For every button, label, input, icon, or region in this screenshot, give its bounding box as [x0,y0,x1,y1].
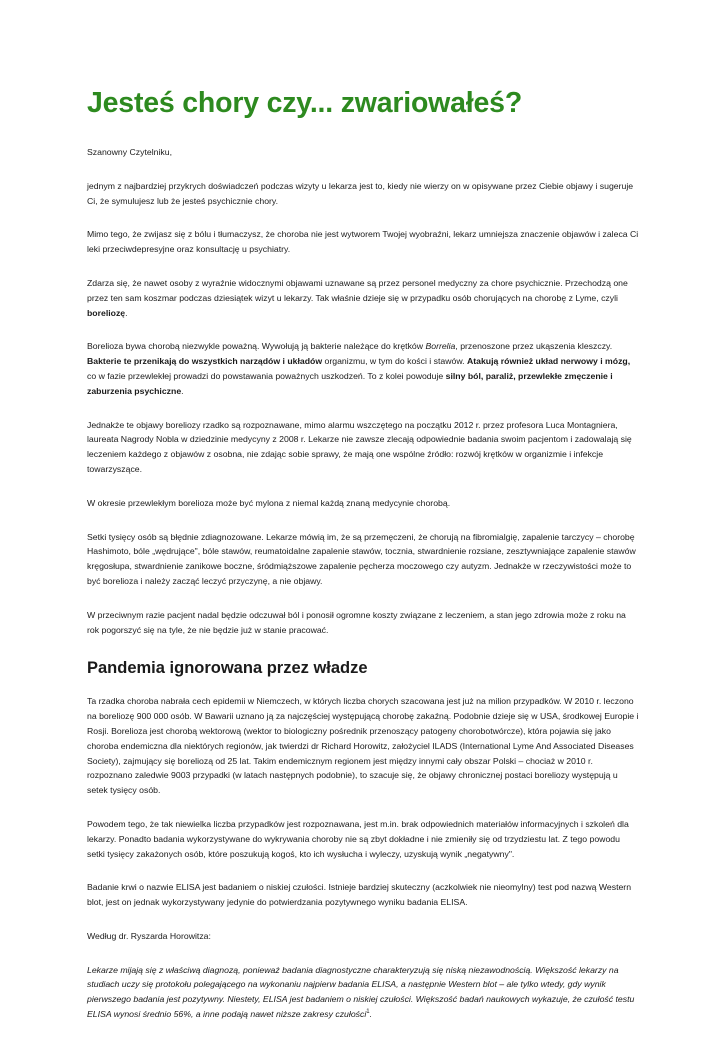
bold-text: Atakują również układ nerwowy i mózg, [466,356,631,367]
paragraph: Ta rzadka choroba nabrała cech epidemii w Niemczech, w których liczba chorych szacowana jest już na milion przypadków. W 2010 r. leczono na boreliozę 900 000 osób. W Bawarii uznano ją za najczęściej występującą chorobę zakaźną. Podobnie dzieje się w USA, środkowej Europie i Rosji. Borelioza jest chorobą wektorową (wektor to biologiczny pośrednik przenoszący patogeny chorobotwórcze), która pojawia się jako choroba endemiczna dla niektórych regionów, jak twierdzi dr Richard Horowitz, założyciel ILADS (International Lyme And Associated Diseases Society), zajmujący się boreliozą od 25 lat. Takim endemicznym regionem jest między innymi cały obszar Polski – chociaż w 2010 r. rozpoznano zaledwie 9003 przypadki (w latach następnych podobnie), to szacuje się, że objawy chronicznej postaci boreliozy występują u setek tysięcy osób. [87,696,639,796]
text-span: . [181,385,184,396]
paragraph: jednym z najbardziej przykrych doświadczeń podczas wizyty u lekarza jest to, kiedy nie wierzy on w opisywane przez Ciebie objawy i sugeruje Ci, że symulujesz lub że jesteś psychicznie chory. [87,180,634,206]
quote-text: Lekarze mijają się z właściwą diagnozą, ponieważ badania diagnostyczne charakteryzują się niską niezawodnością. Większość lekarzy na studiach uczy się protokołu polegającego na wykonaniu najpierw badania ELISA, a następnie Western blot – ale tylko wtedy, gdy wynik pierwszego badania jest pozytywny. Niestety, ELISA jest badaniem o niskiej czułości. Większość badań naukowych wykazuje, że czułość testu ELISA wynosi średnio 56%, a inne podają nawet niższe zakresy czułości [87,964,635,1020]
bold-text: silny ból, paraliż, przewlekłe zmęczenie i zaburzenia psychiczne [87,370,613,396]
document-content [87,82,639,1041]
paragraph: Mimo tego, że zwijasz się z bólu i tłumaczysz, że choroba nie jest wytworem Twojej wyobraźni, lekarz umniejsza znaczenie objawów i zaleca Ci leki przeciwdepresyjne oraz konsultację u psychiatry. [87,229,639,255]
paragraph: Jednakże te objawy boreliozy rzadko są rozpoznawane, mimo alarmu wszczętego na początku 2012 r. przez profesora Luca Montagniera, laureata Nagrody Nobla w dziedzinie medycyny z 2008 r. Lekarze nie zawsze zlecają odpowiednie badania swoim pacjentom i zadowalają się leczeniem każdego z objawów z osobna, nie zdając sobie sprawy, że mają one wspólne źródło: rozwój krętków w organizmie i infekcje towarzyszące. [87,419,632,474]
paragraph: W okresie przewlekłym borelioza może być mylona z niemal każdą znaną medycynie chorobą. [87,497,451,508]
paragraph [87,339,639,398]
paragraph [87,276,639,320]
paragraph: Badanie krwi o nazwie ELISA jest badaniem o niskiej czułości. Istnieje bardziej skuteczny (aczkolwiek nie nieomylny) test pod nazwą Western blot, jest on jednak wykorzystywany jedynie do potwierdzania pozytywnego wyniku badania ELISA. [87,882,632,908]
paragraph: Powodem tego, że tak niewielka liczba przypadków jest rozpoznawana, jest m.in. brak odpowiednich materiałów informacyjnych i szkoleń dla lekarzy. Ponadto badania wykorzystywane do wykrywania choroby nie są zbyt dokładne i nie zmieniły się od trzydziestu lat. Z tego powodu setki tysięcy zakażonych osób, które poszukują kogoś, kto ich wysłucha i wyleczy, uzyskują wynik „negatywny". [87,818,629,859]
greeting: Szanowny Czytelniku, [87,147,172,157]
bold-text: Bakterie te przenikają do wszystkich narządów i układów [87,356,323,367]
footnote-marker[interactable]: 1 [366,1009,370,1016]
quote-end: . [369,1009,373,1020]
bold-text: boreliozę [87,307,126,318]
text-span: Zdarza się, że nawet osoby z wyraźnie widocznymi objawami uznawane są przez personel medyczny za chore psychicznie. Przechodzą one przez ten sam koszmar podczas dziesiątek wizyt u lekarzy. Tak właśnie dzieje się w przypadku osób chorujących na chorobę z Lyme, czyli [87,277,628,303]
paragraph: W przeciwnym razie pacjent nadal będzie odczuwał ból i ponosił ogromne koszty związane z leczeniem, a stan jego zdrowia może z roku na rok pogorszyć się na tyle, że nie będzie już w stanie pracować. [87,609,626,635]
italic-text: Borrelia [425,341,456,352]
section-heading: Pandemia ignorowana przez władze [87,659,368,678]
text-span: Borelioza bywa chorobą niezwykle poważną. Wywołują ją bakterie należące do krętków [87,341,426,352]
paragraph: Według dr. Ryszarda Horowitza: [87,930,211,941]
quote-paragraph [87,963,639,1022]
paragraph: Setki tysięcy osób są błędnie zdiagnozowane. Lekarze mówią im, że są przemęczeni, że chorują na fibromialgię, zapalenie tarczycy – chorobę Hashimoto, bóle „wędrujące", bóle stawów, reumatoidalne zapalenie stawów, tocznia, stwardnienie rozsiane, zesztywniające zapalenie stawów kręgosłupa, stwardnienie zanikowe boczne, śródmiąższowe zapalenie pęcherza moczowego czy autyzm. Jednakże w rzeczywistości może to być borelioza i należy zacząć leczyć przyczynę, a nie objawy. [87,531,636,586]
text-span: , przenoszone przez ukąszenia kleszczy. [455,341,613,352]
text-span: organizmu, w tym do kości i stawów. [322,356,467,367]
text-span: . [125,307,128,318]
text-span: co w fazie przewlekłej prowadzi do powstawania poważnych uszkodzeń. To z kolei powoduje [87,370,446,381]
page-title: Jesteś chory czy... zwariowałeś? [87,87,523,119]
